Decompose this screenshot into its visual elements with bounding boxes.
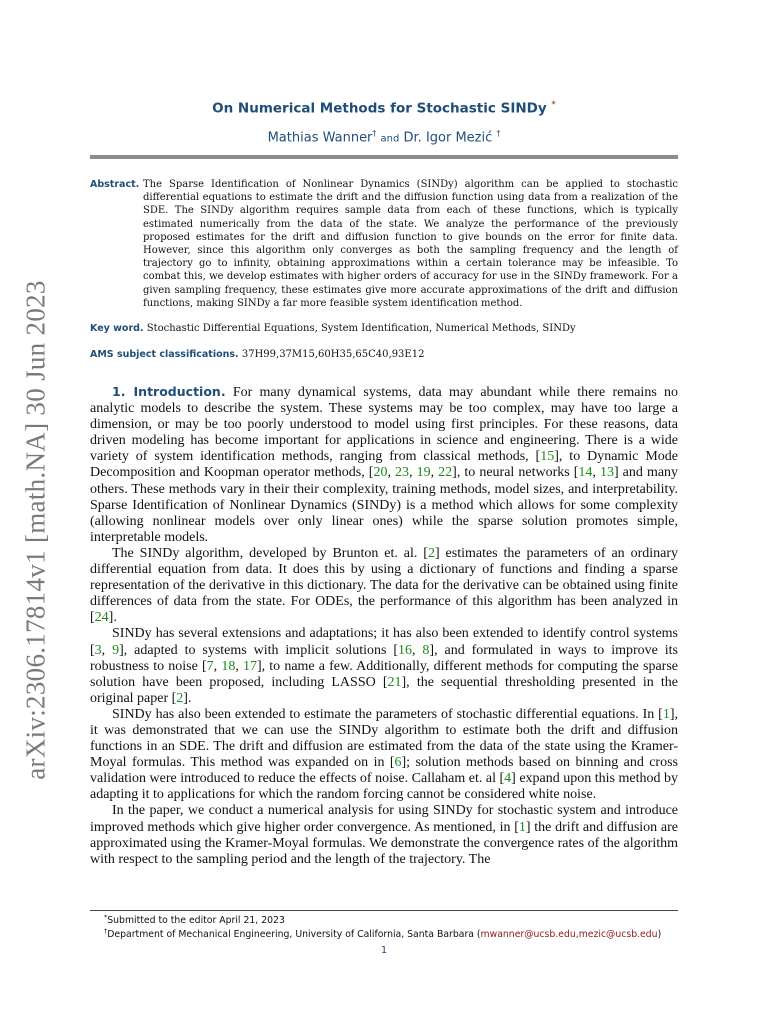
page-number: 1 [380, 945, 388, 956]
intro-paragraph-2 [90, 546, 678, 626]
text-run: In the paper, we conduct a numerical analysis for using SINDy for stochastic system and introduce improved methods which give higher order convergence. As mentioned, in [ [90, 803, 678, 835]
footnote-1-text: Submitted to the editor April 21, 2023 [107, 915, 285, 927]
introduction-section [90, 384, 678, 868]
footnote-2 [90, 927, 690, 940]
text-run: , [592, 465, 600, 481]
footnote-rule [90, 910, 678, 911]
citation-link[interactable]: 13 [599, 465, 614, 481]
citation-link[interactable]: 6 [394, 755, 402, 771]
ams-label: AMS subject classifications. [90, 349, 239, 360]
ams-text: 37H99,37M15,60H35,65C40,93E12 [241, 349, 425, 360]
author-2: Dr. Igor Mezić [403, 130, 493, 146]
citation-link[interactable]: 22 [438, 465, 453, 481]
section-heading: 1. Introduction. [112, 384, 226, 399]
keywords-label: Key word. [90, 323, 144, 334]
text-run: SINDy has also been extended to estimate the parameters of stochastic differential equations. In [ [112, 706, 663, 722]
text-run: ] the drift and diffusion are approximated using the Kramer-Moyal formulas. We demonstrate the convergence rates of the algorithm with respect to the sampling period and the length of the trajectory. The [90, 819, 678, 867]
text-run: ], to neural networks [ [452, 465, 579, 481]
citation-link[interactable]: 23 [395, 465, 410, 481]
arxiv-sidebar [14, 280, 58, 780]
citation-link[interactable]: 3 [94, 642, 102, 658]
intro-paragraph-3 [90, 626, 678, 706]
text-run: The SINDy algorithm, developed by Brunton et. al. [ [112, 545, 428, 561]
citation-link[interactable]: 24 [94, 610, 109, 626]
text-run: ], and formulated in ways to improve its robustness to noise [ [90, 642, 678, 674]
arxiv-identifier: arXiv:2306.17814v1 [math.NA] 30 Jun 2023 [20, 280, 51, 780]
abstract [90, 178, 678, 310]
keywords [90, 323, 678, 334]
citation-link[interactable]: 19 [416, 465, 431, 481]
footnote-1 [90, 913, 690, 926]
ams-classifications [90, 349, 678, 360]
text-run: ] expand upon this method by adapting it to applications for which the random forcing cannot be considered white noise. [90, 771, 678, 803]
text-run: ] and many others. These methods vary in their their complexity, training methods, model sizes, and interpretability. Sparse Identification of Nonlinear Dynamics (SINDy) is a method which allows for some complexity (allowing nonlinear models over only linear ones) while the sparse solution promotes simple, interpretable models. [90, 465, 679, 545]
author-email-link[interactable]: mwanner@ucsb.edu,mezic@ucsb.edu [480, 929, 658, 941]
text-run: SINDy has several extensions and adaptations; it has also been extended to identify control systems [ [90, 626, 678, 658]
citation-link[interactable]: 8 [422, 642, 430, 658]
citation-link[interactable]: 1 [662, 706, 670, 722]
paper-title [90, 100, 678, 117]
citation-link[interactable]: 17 [242, 658, 257, 674]
author-1: Mathias Wanner [267, 130, 373, 146]
text-run: ]. [183, 690, 192, 706]
author-conjunction: and [380, 133, 400, 145]
text-run: , [387, 465, 396, 481]
citation-link[interactable]: 21 [387, 674, 402, 690]
author-1-mark: † [372, 129, 377, 138]
abstract-label: Abstract. [90, 179, 140, 190]
keywords-text: Stochastic Differential Equations, System Identification, Numerical Methods, SINDy [146, 323, 576, 334]
citation-link[interactable]: 18 [221, 658, 236, 674]
citation-link[interactable]: 20 [373, 465, 388, 481]
title-rule [90, 155, 678, 159]
intro-paragraph-1 [90, 384, 678, 546]
intro-paragraph-4 [90, 707, 678, 804]
text-run: For many dynamical systems, data may abundant while there remains no analytic models to describe the system. These systems may be too complex, may have too large a dimension, or may be too poorly understood to model using first principles. For these reasons, data driven modeling has become important for applications in science and engineering. There is a wide variety of system identification methods, ranging from classical methods, [ [90, 385, 679, 465]
text-run: ] estimates the parameters of an ordinary differential equation from data. It does this by using a dictionary of functions and finding a sparse representation of the derivative in this dictionary. The data for the derivative can be obtained using finite differences of data from the state. For ODEs, the performance of this algorithm has been analyzed in [ [90, 545, 678, 626]
text-run: ], the sequential thresholding presented in the original paper [ [90, 674, 678, 706]
title-footnote-mark: * [551, 100, 556, 110]
abstract-text: The Sparse Identification of Nonlinear Dynamics (SINDy) algorithm can be applied to stochastic differential equations to estimate the drift and the diffusion function using data from a realization of the SDE. The SINDy algorithm requires sample data from each of these functions, which is typically estimated numerically from the data of the state. We analyze the performance of the previously proposed estimates for the drift and diffusion function to give bounds on the error for finite data. However, since this algorithm only converges as both the sampling frequency and the length of trajectory go to infinity, obtaining approximations within a certain tolerance may be infeasible. To combat this, we develop estimates with higher orders of accuracy for use in the SINDy framework. For a given sampling frequency, these estimates give more accurate approximations of the drift and diffusion functions, making SINDy a far more feasible system identification method. [143, 179, 678, 309]
text-run: ], it was demonstrated that we can use the SINDy algorithm to estimate both the drift and diffusion functions in an SDE. The drift and diffusion are estimated from the data of the state using the Kramer-Moyal formulas. This method was expanded on in [ [90, 706, 678, 771]
author-line [90, 129, 678, 145]
footnote-2-text: Department of Mechanical Engineering, University of California, Santa Barbara ( [107, 929, 481, 941]
footnote-2-mark: † [104, 927, 108, 935]
text-run: ]. [108, 610, 117, 626]
text-run: , [213, 658, 222, 674]
footnote-2-close: ) [657, 929, 662, 941]
text-run: , [101, 642, 113, 658]
citation-link[interactable]: 2 [176, 690, 184, 706]
text-run: , [235, 658, 243, 674]
citation-link[interactable]: 9 [112, 642, 120, 658]
text-run: ], adapted to systems with implicit solutions [ [119, 642, 399, 658]
text-run: , [412, 642, 423, 658]
text-run: , [409, 465, 417, 481]
text-run: ], to name a few. Additionally, different methods for computing the sparse solution have been proposed, including LASSO [ [90, 658, 679, 690]
citation-link[interactable]: 1 [518, 819, 526, 835]
text-run: , [430, 465, 439, 481]
citation-link[interactable]: 16 [398, 642, 413, 658]
text-run: ], to Dynamic Mode Decomposition and Koopman operator methods, [ [90, 449, 679, 481]
text-run: ]; solution methods based on binning and cross validation were introduced to reduce the effects of noise. Callaham et. al [ [90, 755, 678, 787]
footnote-1-mark: * [104, 913, 108, 921]
citation-link[interactable]: 14 [578, 465, 593, 481]
citation-link[interactable]: 4 [504, 771, 512, 787]
citation-link[interactable]: 2 [427, 545, 435, 561]
citation-link[interactable]: 15 [540, 449, 555, 465]
citation-link[interactable]: 7 [206, 658, 214, 674]
title-text: On Numerical Methods for Stochastic SINDy [212, 100, 547, 117]
intro-paragraph-5 [90, 803, 678, 867]
author-2-mark: † [496, 129, 501, 138]
